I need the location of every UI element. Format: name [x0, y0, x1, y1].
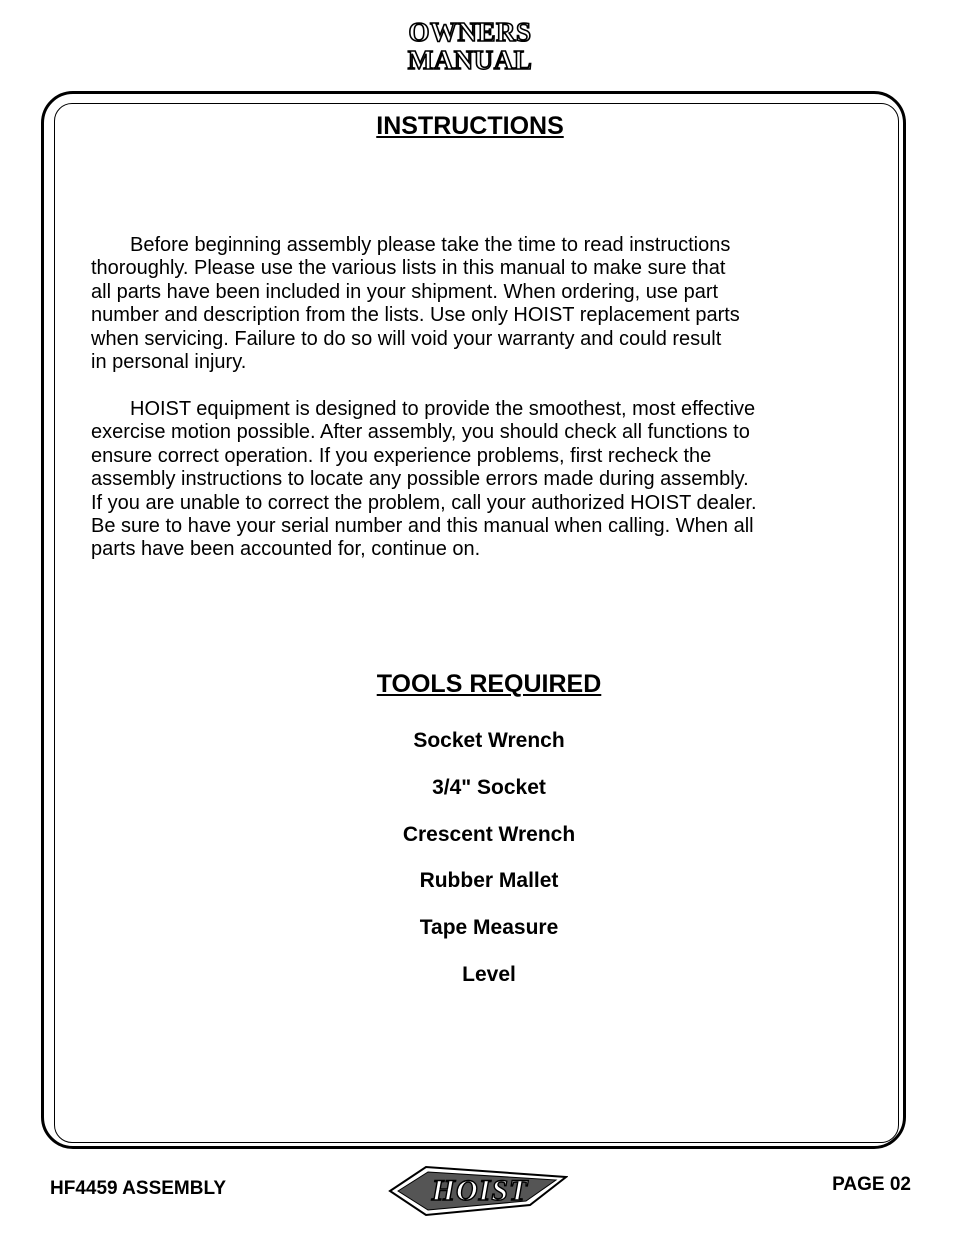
tools-list	[0, 728, 954, 1009]
footer-page-number: PAGE 02	[832, 1174, 911, 1195]
text-line: in personal injury.	[91, 351, 247, 374]
tool-item: Tape Measure	[419, 916, 559, 940]
text-line: Be sure to have your serial number and this manual when calling. When all	[91, 515, 754, 538]
text-line: assembly instructions to locate any possible errors made during assembly.	[91, 468, 749, 491]
text-line: If you are unable to correct the problem, call your authorized HOIST dealer.	[91, 491, 757, 514]
instructions-heading: INSTRUCTIONS	[376, 112, 564, 140]
tool-item: Rubber Mallet	[419, 869, 559, 893]
manual-title-line1: OWNERS	[408, 17, 532, 47]
hoist-logo	[388, 1165, 568, 1217]
text-line: exercise motion possible. After assembly, you should check all functions to	[91, 421, 750, 444]
instructions-paragraph-2	[91, 398, 871, 562]
text-line: Before beginning assembly please take the time to read instructions	[130, 234, 731, 256]
text-line: HOIST equipment is designed to provide the smoothest, most effective	[130, 398, 756, 420]
text-line: ensure correct operation. If you experience problems, first recheck the	[91, 444, 712, 467]
tool-item: Level	[462, 962, 516, 986]
text-line: thoroughly. Please use the various lists in this manual to make sure that	[91, 257, 726, 280]
text-line: number and description from the lists. Use only HOIST replacement parts	[91, 304, 740, 327]
manual-title-line2: MANUAL	[407, 45, 533, 75]
tools-required-heading: TOOLS REQUIRED	[376, 670, 602, 698]
instructions-paragraph-1	[91, 234, 871, 374]
tool-item: 3/4" Socket	[432, 775, 546, 799]
text-line: all parts have been included in your shipment. When ordering, use part	[91, 280, 719, 303]
text-line: when servicing. Failure to do so will void your warranty and could result	[91, 327, 722, 350]
tool-item: Crescent Wrench	[402, 822, 576, 846]
tool-item: Socket Wrench	[413, 729, 565, 752]
text-line: parts have been accounted for, continue on.	[91, 538, 481, 561]
footer-model-label: HF4459 ASSEMBLY	[50, 1178, 226, 1199]
manual-title	[0, 18, 940, 74]
logo-text: HOIST	[431, 1174, 529, 1207]
